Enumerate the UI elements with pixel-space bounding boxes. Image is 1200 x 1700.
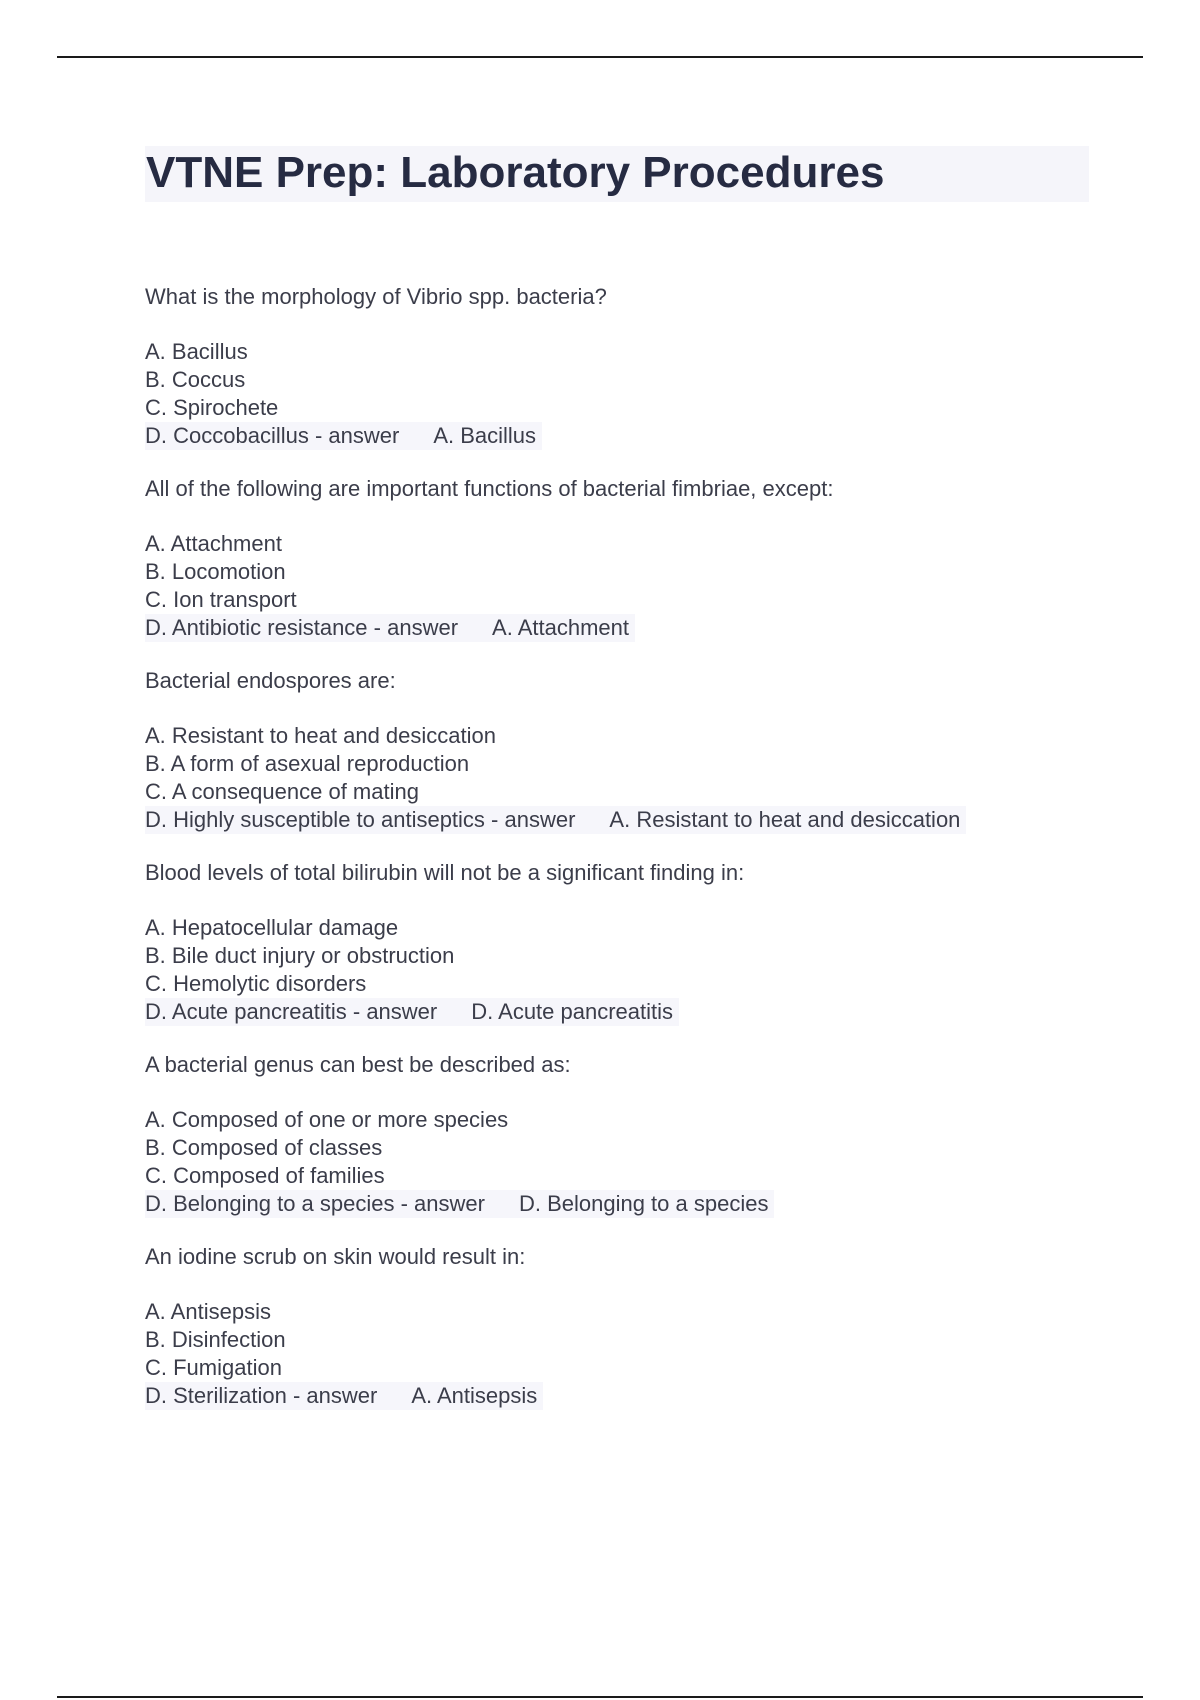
option-d: D. Antibiotic resistance - answer: [145, 615, 459, 640]
option-b: B. Coccus: [145, 367, 246, 392]
option-b: B. Disinfection: [145, 1327, 286, 1352]
option-c: C. Fumigation: [145, 1355, 282, 1380]
question-text: What is the morphology of Vibrio spp. bacteria?: [145, 284, 607, 309]
question-text: Blood levels of total bilirubin will not be a significant finding in:: [145, 860, 745, 885]
question-block: [145, 283, 1105, 450]
option-c: C. Ion transport: [145, 587, 297, 612]
option-b: B. Bile duct injury or obstruction: [145, 943, 455, 968]
answer-value: A. Bacillus: [433, 423, 537, 448]
question-block: [145, 667, 1105, 834]
question-list: [145, 283, 1105, 1435]
option-b: B. A form of asexual reproduction: [145, 751, 470, 776]
option-c: C. Hemolytic disorders: [145, 971, 367, 996]
question-text: A bacterial genus can best be described as:: [145, 1052, 571, 1077]
option-list: [145, 530, 1105, 642]
answer-value: D. Belonging to a species: [518, 1191, 769, 1216]
top-rule: [57, 56, 1143, 58]
question-text: All of the following are important functions of bacterial fimbriae, except:: [145, 476, 834, 501]
bottom-rule: [57, 1696, 1143, 1698]
question-text: Bacterial endospores are:: [145, 668, 396, 693]
option-a: A. Composed of one or more species: [145, 1107, 509, 1132]
answer-line: [145, 614, 635, 642]
page-title: VTNE Prep: Laboratory Procedures: [146, 148, 885, 197]
option-a: A. Attachment: [145, 531, 282, 556]
option-list: [145, 1298, 1105, 1410]
answer-line: [145, 1190, 774, 1218]
answer-value: A. Attachment: [492, 615, 629, 640]
question-block: [145, 1051, 1105, 1218]
question-block: [145, 475, 1105, 642]
option-list: [145, 338, 1105, 450]
option-d: D. Coccobacillus - answer: [145, 423, 400, 448]
option-c: C. A consequence of mating: [145, 779, 419, 804]
answer-value: A. Resistant to heat and desiccation: [609, 807, 961, 832]
answer-line: [145, 1382, 543, 1410]
question-text: An iodine scrub on skin would result in:: [145, 1244, 526, 1269]
option-list: [145, 1106, 1105, 1218]
option-a: A. Resistant to heat and desiccation: [145, 723, 496, 748]
answer-value: A. Antisepsis: [411, 1383, 538, 1408]
option-a: A. Hepatocellular damage: [145, 915, 399, 940]
option-d: D. Highly susceptible to antiseptics - answer: [145, 807, 576, 832]
option-b: B. Locomotion: [145, 559, 286, 584]
answer-line: [145, 998, 679, 1026]
option-d: D. Acute pancreatitis - answer: [145, 999, 438, 1024]
answer-line: [145, 806, 966, 834]
option-d: D. Sterilization - answer: [145, 1383, 378, 1408]
option-c: C. Composed of families: [145, 1163, 385, 1188]
option-list: [145, 722, 1105, 834]
question-block: [145, 859, 1105, 1026]
question-block: [145, 1243, 1105, 1410]
option-a: A. Bacillus: [145, 339, 248, 364]
option-b: B. Composed of classes: [145, 1135, 383, 1160]
option-c: C. Spirochete: [145, 395, 279, 420]
answer-value: D. Acute pancreatitis: [471, 999, 674, 1024]
option-list: [145, 914, 1105, 1026]
answer-line: [145, 422, 542, 450]
option-a: A. Antisepsis: [145, 1299, 271, 1324]
option-d: D. Belonging to a species - answer: [145, 1191, 485, 1216]
